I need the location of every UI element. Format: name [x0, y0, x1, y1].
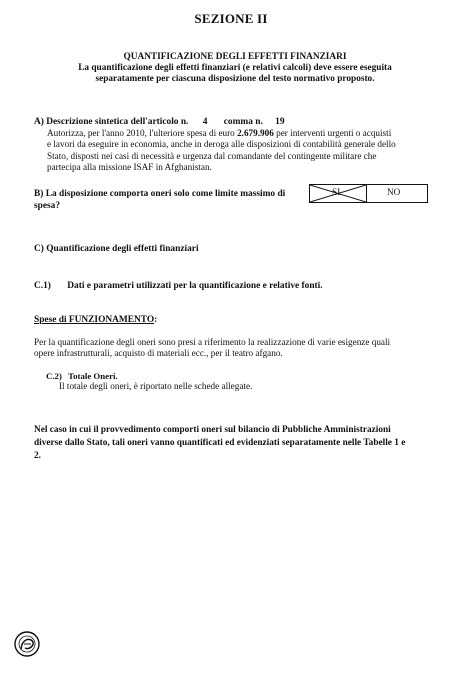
- spese-line-2: opere infrastrutturali, acquisto di materiali ecc., per il teatro afgano.: [34, 348, 283, 359]
- section-c2-number: C.2): [46, 371, 62, 381]
- header-line-2: La quantificazione degli effetti finanziari (e relativi calcoli) deve essere eseguita: [78, 63, 392, 73]
- checkbox-no-label: NO: [387, 187, 401, 197]
- section-c2-text: Il totale degli oneri, è riportato nelle schede allegate.: [59, 381, 253, 391]
- section-a-line-1a: Autorizza, per l'anno 2010, l'ulteriore spesa di euro: [47, 128, 235, 138]
- section-a-label: [34, 117, 285, 127]
- page-title: SEZIONE II: [194, 11, 268, 26]
- section-c2-title: Totale Oneri.: [68, 371, 118, 381]
- section-c1-number: C.1): [34, 281, 51, 291]
- section-a-line-3: Stato, disposti nei casi di necessità e urgenza dal comandante del contingente militare che: [47, 150, 377, 161]
- amount-value: 2.679.906: [237, 128, 274, 138]
- comma-label: comma n.: [223, 117, 263, 127]
- seal-stamp-icon: [12, 629, 42, 659]
- spese-heading-emph: FUNZIONAMENTO: [68, 315, 155, 325]
- checkbox-si[interactable]: [309, 184, 367, 203]
- section-a-line-1: [47, 128, 442, 139]
- closing-line-1: Nel caso in cui il provvedimento comporti oneri sul bilancio di Pubbliche Amministrazioni: [34, 425, 391, 435]
- spese-heading-prefix: Spese di: [34, 315, 69, 325]
- section-a-line-4: partecipa alla missione ISAF in Afghanistan.: [47, 162, 212, 173]
- checkbox-si-label: SI: [332, 187, 341, 197]
- closing-note: [34, 424, 444, 463]
- section-a-line-2: e lavori da eseguire in economia, anche in deroga alle disposizioni di contabilità generale dello: [47, 139, 396, 150]
- comma-number: 19: [275, 117, 285, 127]
- section-c2-heading: [46, 371, 252, 381]
- section-b-line-1: B) La disposizione comporta oneri solo come limite massimo di: [34, 189, 286, 199]
- section-a-text: [47, 128, 442, 174]
- section-c1: [34, 281, 323, 291]
- spese-heading-suffix: :: [154, 315, 158, 325]
- section-b-question: [34, 189, 304, 211]
- section-a-line-1c: per interventi urgenti o acquisti: [276, 128, 392, 138]
- header-line-1: QUANTIFICAZIONE DEGLI EFFETTI FINANZIARI: [123, 52, 347, 62]
- section-a-label-text: A) Descrizione sintetica dell'articolo n.: [34, 117, 189, 127]
- section-c2: [46, 371, 252, 392]
- closing-line-2: diverse dallo Stato, tali oneri vanno quantificati ed evidenziati separatamente nelle Tabelle 1 e: [34, 438, 406, 448]
- section-c-label: C) Quantificazione degli effetti finanziari: [34, 244, 199, 254]
- section-c1-label: Dati e parametri utilizzati per la quantificazione e relative fonti.: [67, 281, 323, 291]
- header-line-3: separatamente per ciascuna disposizione del testo normativo proposto.: [95, 74, 375, 84]
- section-b-line-2: spesa?: [34, 201, 61, 211]
- article-number: 4: [202, 117, 208, 127]
- closing-line-3: 2.: [34, 451, 41, 461]
- checkbox-no[interactable]: [366, 184, 428, 203]
- spese-line-1: Per la quantificazione degli oneri sono presi a riferimento la realizzazione di varie esigenze quali: [34, 337, 391, 347]
- spese-heading: [34, 315, 157, 325]
- spese-text: [34, 337, 439, 360]
